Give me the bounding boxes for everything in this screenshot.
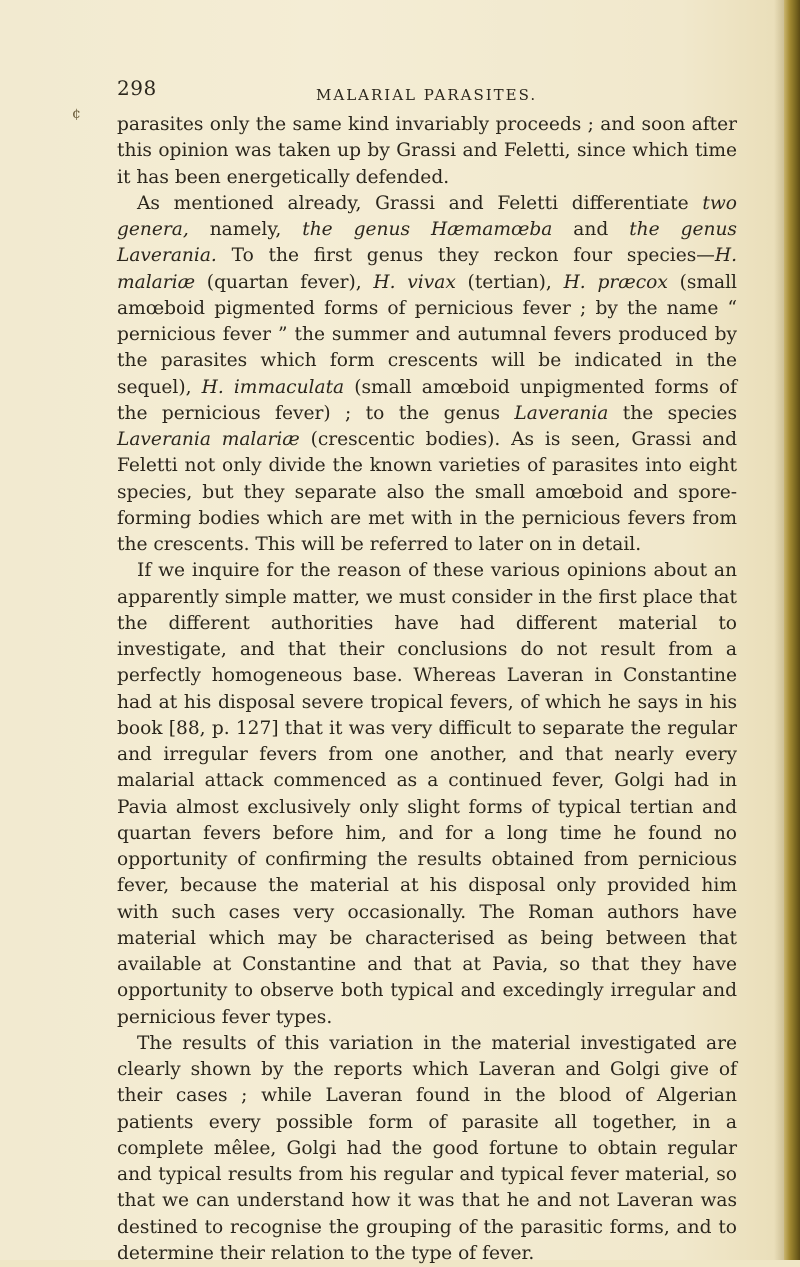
book-edge	[784, 0, 800, 1260]
margin-mark: ¢	[72, 106, 81, 122]
paragraph-4: The results of this variation in the material investigated are clearly shown by the reports which Laveran and Golgi give of their cases ; while Laveran found in the blood of Algerian patients every possible form of parasite all together, in a complete mêlee, Golgi had the good fortune to obtain regular and typical results from his regular and typical fever material, so that we can understand how it was that he and not Laveran was destined to recognise the grouping of the parasitic forms, and to determine their relation to the type of fever.	[117, 1032, 737, 1264]
page-number: 298	[117, 76, 157, 100]
paragraph-1: parasites only the same kind invariably proceeds ; and soon after this opinion was taken up by Grassi and Feletti, since which time it has been energetically defended.	[117, 114, 737, 188]
page-edge-shadow	[774, 0, 784, 1260]
paragraph-3: If we inquire for the reason of these various opinions about an apparently simple matter, we must consider in the first place that the different authorities have had different material to investigate, and that their conclusions do not result from a perfectly homogeneous base. Whereas Laveran in Constantine had at his disposal severe tropical fevers, of which he says in his book [88, p. 127] that it was very difficult to separate the regular and irregular fevers from one another, and that nearly every malarial attack commenced as a continued fever, Golgi had in Pavia almost exclusively only slight forms of typical tertian and quartan fevers before him, and for a long time he found no opportunity of confirming the results obtained from pernicious fever, because the material at his disposal only provided him with such cases very occasionally. The Roman authors have material which may be characterised as being between that available at Constantine and that at Pavia, so that they have opportunity to observe both typical and excedingly irregular and pernicious fever types.	[117, 560, 737, 1028]
paragraph-2: As mentioned already, Grassi and Feletti differentiate two genera, namely, the genus Hæmamœba and the genus Laverania. To the first genus they reckon four species—H. malariæ (quartan fever), H. vivax (tertian), H. præcox (small amœboid pigmented forms of pernicious fever ; by the name “ pernicious fever ” the summer and autumnal fevers produced by the parasites which form crescents will be indicated in the sequel), H. immaculata (small amœboid unpigmented forms of the pernicious fever) ; to the genus Laverania the species Laverania malariæ (crescentic bodies). As is seen, Grassi and Feletti not only divide the known varieties of parasites into eight species, but they separate also the small amœboid and spore-forming bodies which are met with in the pernicious fevers from the crescents. This will be referred to later on in detail.	[117, 192, 737, 555]
body-text	[117, 112, 737, 1267]
running-head: MALARIAL PARASITES.	[316, 86, 538, 104]
